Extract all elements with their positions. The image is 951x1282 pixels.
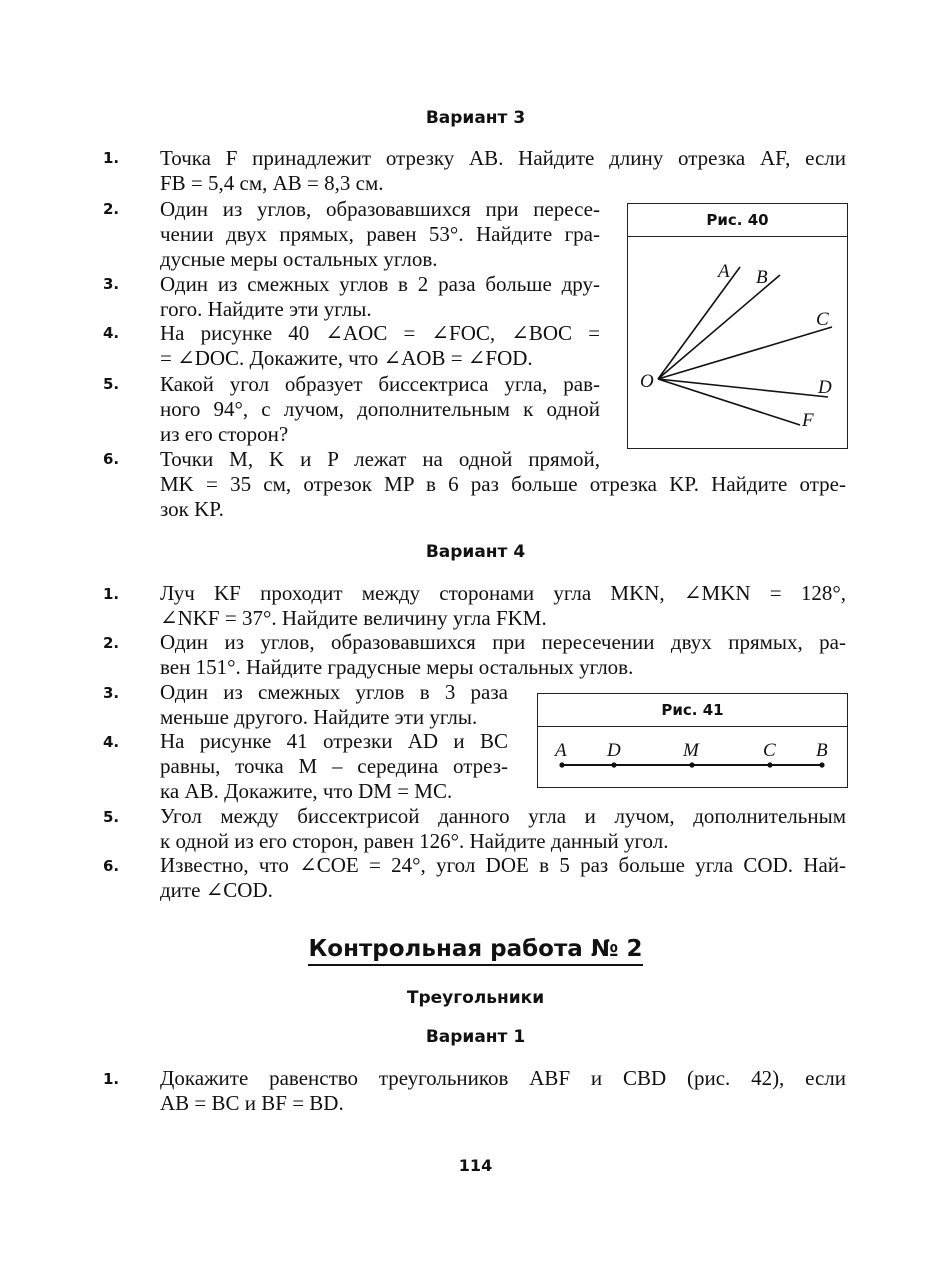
- figure-40-caption: Рис. 40: [628, 204, 847, 237]
- problem-number: 6.: [103, 450, 120, 468]
- problem-text-line: равны, точка M – середина отрез-: [160, 754, 508, 778]
- problem-text-line: из его сторон?: [160, 422, 289, 446]
- point-m: [689, 762, 694, 767]
- problem-text-line: ного 94°, с лучом, дополнительным к одной: [160, 397, 600, 421]
- problem-text-line: к одной из его сторон, равен 126°. Найдите данный угол.: [160, 829, 669, 853]
- point-d: [611, 762, 616, 767]
- label-d: D: [607, 740, 621, 761]
- problem-text-line: зок KP.: [160, 497, 224, 521]
- ray-oc: [658, 327, 832, 379]
- figure-40-diagram: [628, 237, 847, 449]
- label-b: B: [756, 267, 768, 288]
- problem-number: 1.: [103, 149, 120, 167]
- problem-text-line: дусные меры остальных углов.: [160, 247, 438, 271]
- variant-3-heading: Вариант 3: [425, 108, 526, 128]
- problem-text-line: меньше другого. Найдите эти углы.: [160, 705, 478, 729]
- label-o: O: [640, 371, 654, 392]
- problem-text-line: дите ∠COD.: [160, 878, 273, 902]
- figure-41: [537, 693, 848, 788]
- problem-text-line: = ∠DOC. Докажите, что ∠AOB = ∠FOD.: [160, 346, 533, 370]
- point-c: [767, 762, 772, 767]
- problem-text-line: Точка F принадлежит отрезку AB. Найдите длину отрезка AF, если: [160, 146, 846, 170]
- figure-41-caption: Рис. 41: [538, 694, 847, 727]
- problem-text-line: Один из углов, образовавшихся при пересечении двух прямых, ра-: [160, 630, 846, 654]
- problem-text-line: FB = 5,4 см, AB = 8,3 см.: [160, 171, 384, 195]
- problem-number: 1.: [103, 1070, 120, 1088]
- problem-text-line: ка AB. Докажите, что DM = MC.: [160, 779, 453, 803]
- problem-text-line: Докажите равенство треугольников ABF и CBD (рис. 42), если: [160, 1066, 846, 1090]
- variant-1-heading: Вариант 1: [425, 1027, 526, 1047]
- problem-text-line: Известно, что ∠COE = 24°, угол DOE в 5 раз больше угла COD. Най-: [160, 853, 846, 877]
- problem-text-line: На рисунке 41 отрезки AD и BC: [160, 729, 508, 753]
- label-b: B: [816, 740, 828, 761]
- point-a: [559, 762, 564, 767]
- problem-text-line: Один из смежных углов в 2 раза больше дру-: [160, 272, 600, 296]
- problem-number: 5.: [103, 808, 120, 826]
- problem-text-line: Один из смежных углов в 3 раза: [160, 680, 508, 704]
- problem-number: 3.: [103, 275, 120, 293]
- label-d: D: [818, 377, 832, 398]
- label-c: C: [816, 309, 829, 330]
- ray-ob: [658, 275, 780, 379]
- problem-number: 4.: [103, 324, 120, 342]
- test-subtitle: Треугольники: [406, 988, 545, 1008]
- problem-text-line: чении двух прямых, равен 53°. Найдите гра-: [160, 222, 600, 246]
- point-b: [819, 762, 824, 767]
- page-number: 114: [458, 1156, 493, 1175]
- problem-text-line: AB = BC и BF = BD.: [160, 1091, 344, 1115]
- label-a: A: [555, 740, 567, 761]
- problem-text-line: На рисунке 40 ∠AOC = ∠FOC, ∠BOC =: [160, 321, 600, 345]
- problem-number: 3.: [103, 684, 120, 702]
- problem-number: 6.: [103, 857, 120, 875]
- figure-41-diagram: [538, 727, 847, 787]
- problem-number: 2.: [103, 634, 120, 652]
- problem-text-line: Угол между биссектрисой данного угла и лучом, дополнительным: [160, 804, 846, 828]
- label-m: M: [683, 740, 699, 761]
- label-f: F: [802, 410, 814, 431]
- problem-number: 5.: [103, 375, 120, 393]
- label-c: C: [763, 740, 776, 761]
- figure-40: [627, 203, 848, 449]
- problem-text-line: Какой угол образует биссектриса угла, рав-: [160, 372, 600, 396]
- problem-number: 2.: [103, 200, 120, 218]
- problem-number: 4.: [103, 733, 120, 751]
- ray-oa: [658, 267, 740, 379]
- problem-text-line: MK = 35 см, отрезок MP в 6 раз больше отрезка KP. Найдите отре-: [160, 472, 846, 496]
- problem-text-line: гого. Найдите эти углы.: [160, 297, 372, 321]
- problem-text-line: вен 151°. Найдите градусные меры остальных углов.: [160, 655, 634, 679]
- label-a: A: [718, 261, 730, 282]
- problem-text-line: Один из углов, образовавшихся при пересе-: [160, 197, 600, 221]
- problem-number: 1.: [103, 585, 120, 603]
- test-title: Контрольная работа № 2: [0, 936, 951, 962]
- problem-text-line: Луч KF проходит между сторонами угла MKN, ∠MKN = 128°,: [160, 581, 846, 605]
- variant-4-heading: Вариант 4: [425, 542, 526, 562]
- problem-text-line: Точки M, K и P лежат на одной прямой,: [160, 447, 600, 471]
- problem-text-line: ∠NKF = 37°. Найдите величину угла FKM.: [160, 606, 547, 630]
